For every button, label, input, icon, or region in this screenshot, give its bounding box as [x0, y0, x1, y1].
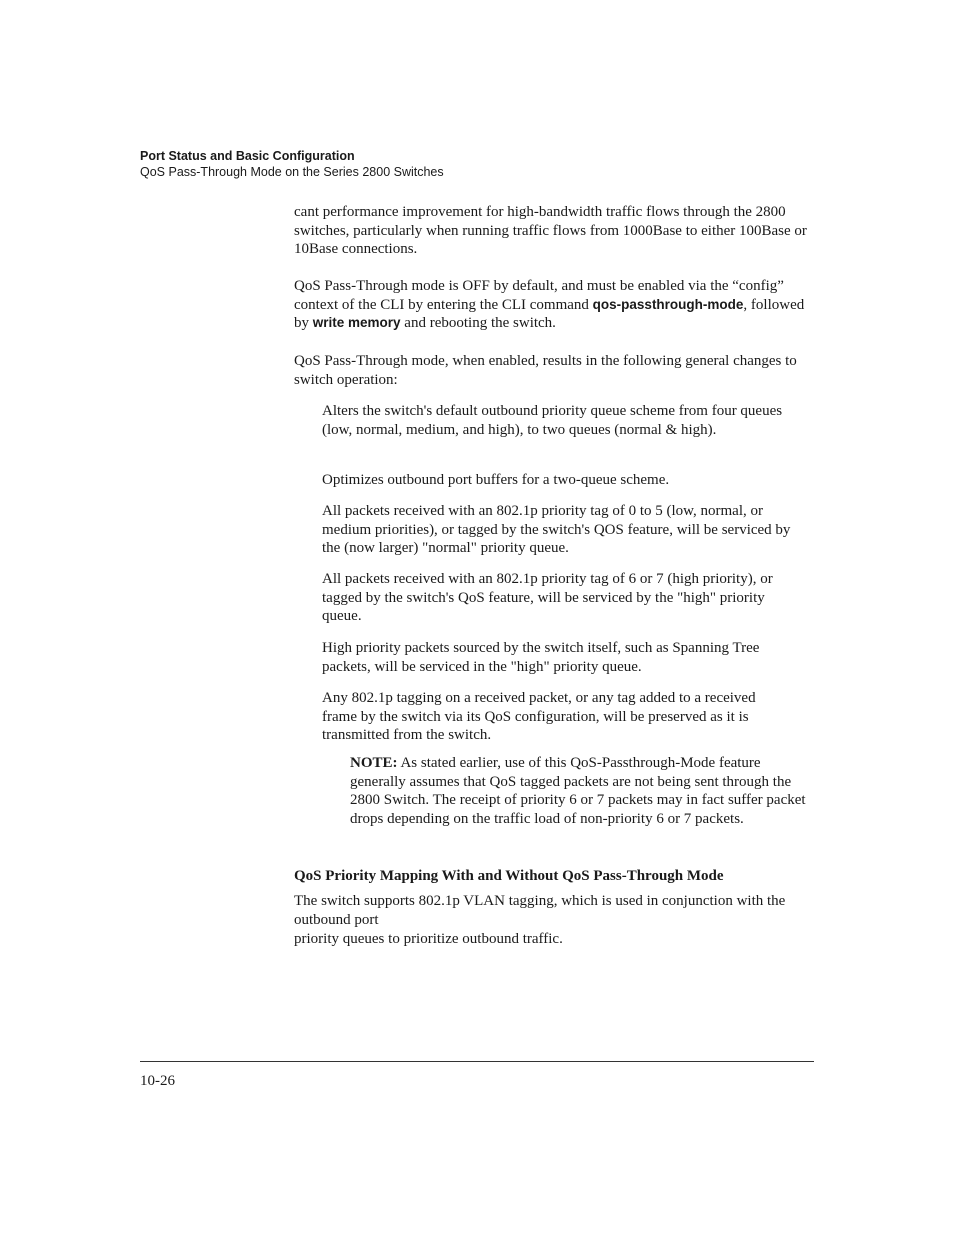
bullet-item: Any 802.1p tagging on a received packet, or any tag added to a received frame by the switch via its QoS configuration, will be preserved as it is transmitted from the switch.: [322, 690, 756, 744]
note-block: [350, 754, 816, 829]
command-write-memory: write memory: [312, 315, 401, 331]
command-qos-passthrough-mode: qos-passthrough-mode: [592, 296, 744, 312]
bullet-item: High priority packets sourced by the switch itself, such as Spanning Tree packets, will be serviced in the "high" priority queue.: [322, 640, 760, 675]
enable-text-2: , followed by: [294, 296, 805, 332]
footer-rule: [140, 1061, 814, 1062]
page-number: 10-26: [140, 1073, 175, 1089]
enable-paragraph: [294, 277, 816, 333]
changes-intro-paragraph: QoS Pass-Through mode, when enabled, results in the following general changes to switch operation:: [294, 353, 797, 388]
running-header-subsection: QoS Pass-Through Mode on the Series 2800 Switches: [140, 165, 444, 179]
enable-text-3: and rebooting the switch.: [400, 315, 556, 332]
closing-paragraph-line2: priority queues to prioritize outbound traffic.: [294, 931, 563, 947]
note-text: As stated earlier, use of this QoS-Passthrough-Mode feature generally assumes that QoS tagged packets are not being sent through the 2800 Switch. The receipt of priority 6 or 7 packets may in fact suffer packet drops depending on the traffic load of non-priority 6 or 7 packets.: [350, 755, 806, 828]
bullet-item: All packets received with an 802.1p priority tag of 6 or 7 (high priority), or tagged by the switch's QoS feature, will be serviced by the "high" priority queue.: [322, 571, 773, 625]
bullet-item: Alters the switch's default outbound priority queue scheme from four queues (low, normal, medium, and high), to two queues (normal & high).: [322, 403, 783, 438]
bullet-item: Optimizes outbound port buffers for a two-queue scheme.: [322, 472, 670, 488]
enable-text-1: QoS Pass-Through mode is OFF by default, and must be enabled via the “config” context of the CLI by entering the CLI command: [294, 278, 784, 313]
running-header-section: Port Status and Basic Configuration: [140, 149, 355, 163]
section-subheading: QoS Priority Mapping With and Without QoS Pass-Through Mode: [294, 868, 724, 884]
closing-paragraph-line1: The switch supports 802.1p VLAN tagging, which is used in conjunction with the outbound port: [294, 893, 786, 928]
note-label: NOTE:: [350, 755, 398, 771]
bullet-item: All packets received with an 802.1p priority tag of 0 to 5 (low, normal, or medium priorities), or tagged by the switch's QOS feature, will be serviced by the (now larger) "normal" priority queue.: [322, 503, 791, 557]
intro-paragraph: cant performance improvement for high-bandwidth traffic flows through the 2800 switches, particularly when running traffic flows from 1000Base to either 100Base or 10Base connections.: [294, 204, 807, 258]
